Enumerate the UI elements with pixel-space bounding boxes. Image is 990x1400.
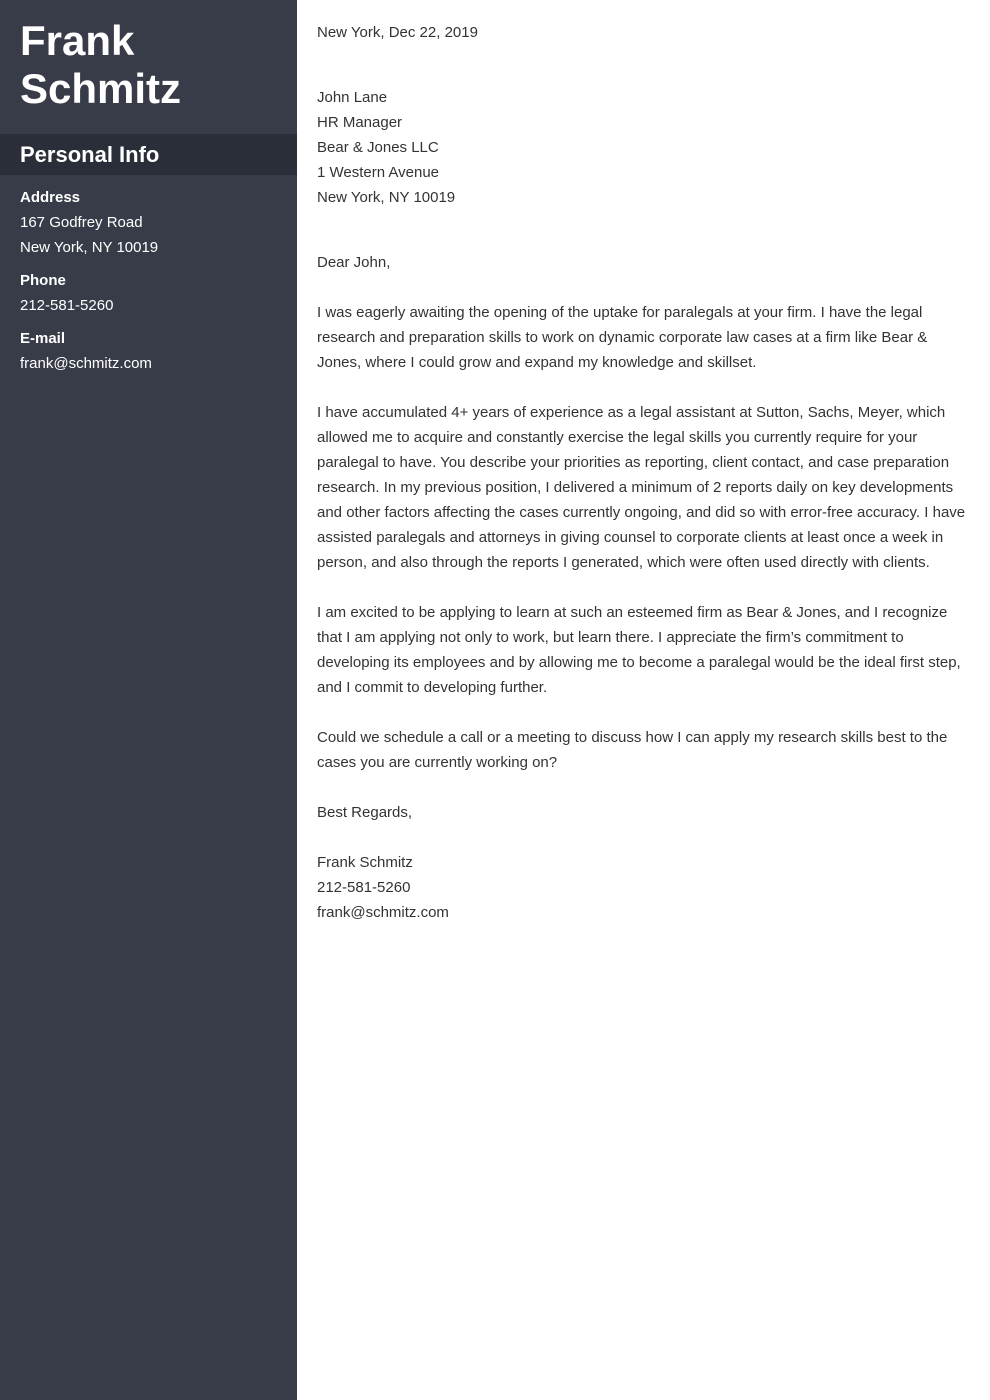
- signature-phone: 212-581-5260: [317, 879, 411, 896]
- recipient-title: HR Manager: [317, 114, 403, 131]
- personal-info-header: [0, 134, 297, 175]
- recipient-block: [317, 85, 972, 210]
- applicant-first-name: Frank: [20, 17, 135, 64]
- applicant-last-name: Schmitz: [20, 65, 182, 112]
- section-title: Personal Info: [20, 142, 160, 167]
- email-label: E-mail: [20, 330, 66, 347]
- recipient-street: 1 Western Avenue: [317, 164, 440, 181]
- paragraph-1: I was eagerly awaiting the opening of the uptake for paralegals at your firm. I have the legal research and preparation skills to work on dynamic corporate law cases at a firm like Bear & Jones, where I could grow and expand my knowledge and skillset.: [317, 304, 928, 371]
- address-label: Address: [20, 189, 81, 206]
- signature-email: frank@schmitz.com: [317, 904, 449, 921]
- paragraph-4: Could we schedule a call or a meeting to discuss how I can apply my research skills best to the cases you are currently working on?: [317, 729, 948, 771]
- recipient-city: New York, NY 10019: [317, 189, 456, 206]
- sidebar: [0, 0, 297, 1400]
- signature-name: Frank Schmitz: [317, 854, 413, 871]
- recipient-name: John Lane: [317, 89, 388, 106]
- paragraph-3: I am excited to be applying to learn at such an esteemed firm as Bear & Jones, and I recognize that I am applying not only to work, but learn there. I appreciate the firm’s commitment to developing its employees and by allowing me to become a paralegal would be the ideal first step, and I commit to developing further.: [317, 604, 961, 696]
- letter-body: [317, 20, 972, 925]
- phone-group: [20, 268, 280, 318]
- paragraph-2: I have accumulated 4+ years of experience as a legal assistant at Sutton, Sachs, Meyer, which allowed me to acquire and constantly exercise the legal skills you currently require for your paralegal to have. You describe your priorities as reporting, client contact, and case preparation research. In my previous position, I delivered a minimum of 2 reports daily on key developments and other factors affecting the cases currently ongoing, and did so with error-free accuracy. I have assisted paralegals and attorneys in giving counsel to corporate clients at least once a week in person, and also through the reports I generated, which were often used directly with clients.: [317, 404, 966, 571]
- signature-block: [317, 850, 972, 925]
- address-group: [20, 185, 280, 260]
- address-line-2: New York, NY 10019: [20, 239, 159, 256]
- salutation: Dear John,: [317, 254, 391, 271]
- recipient-company: Bear & Jones LLC: [317, 139, 439, 156]
- email-value: frank@schmitz.com: [20, 355, 152, 372]
- phone-label: Phone: [20, 272, 66, 289]
- address-line-1: 167 Godfrey Road: [20, 214, 143, 231]
- closing: Best Regards,: [317, 804, 413, 821]
- applicant-name: [20, 17, 181, 113]
- personal-info: [20, 185, 280, 384]
- phone-value: 212-581-5260: [20, 297, 114, 314]
- email-group: [20, 326, 280, 376]
- letter-date: New York, Dec 22, 2019: [317, 24, 478, 41]
